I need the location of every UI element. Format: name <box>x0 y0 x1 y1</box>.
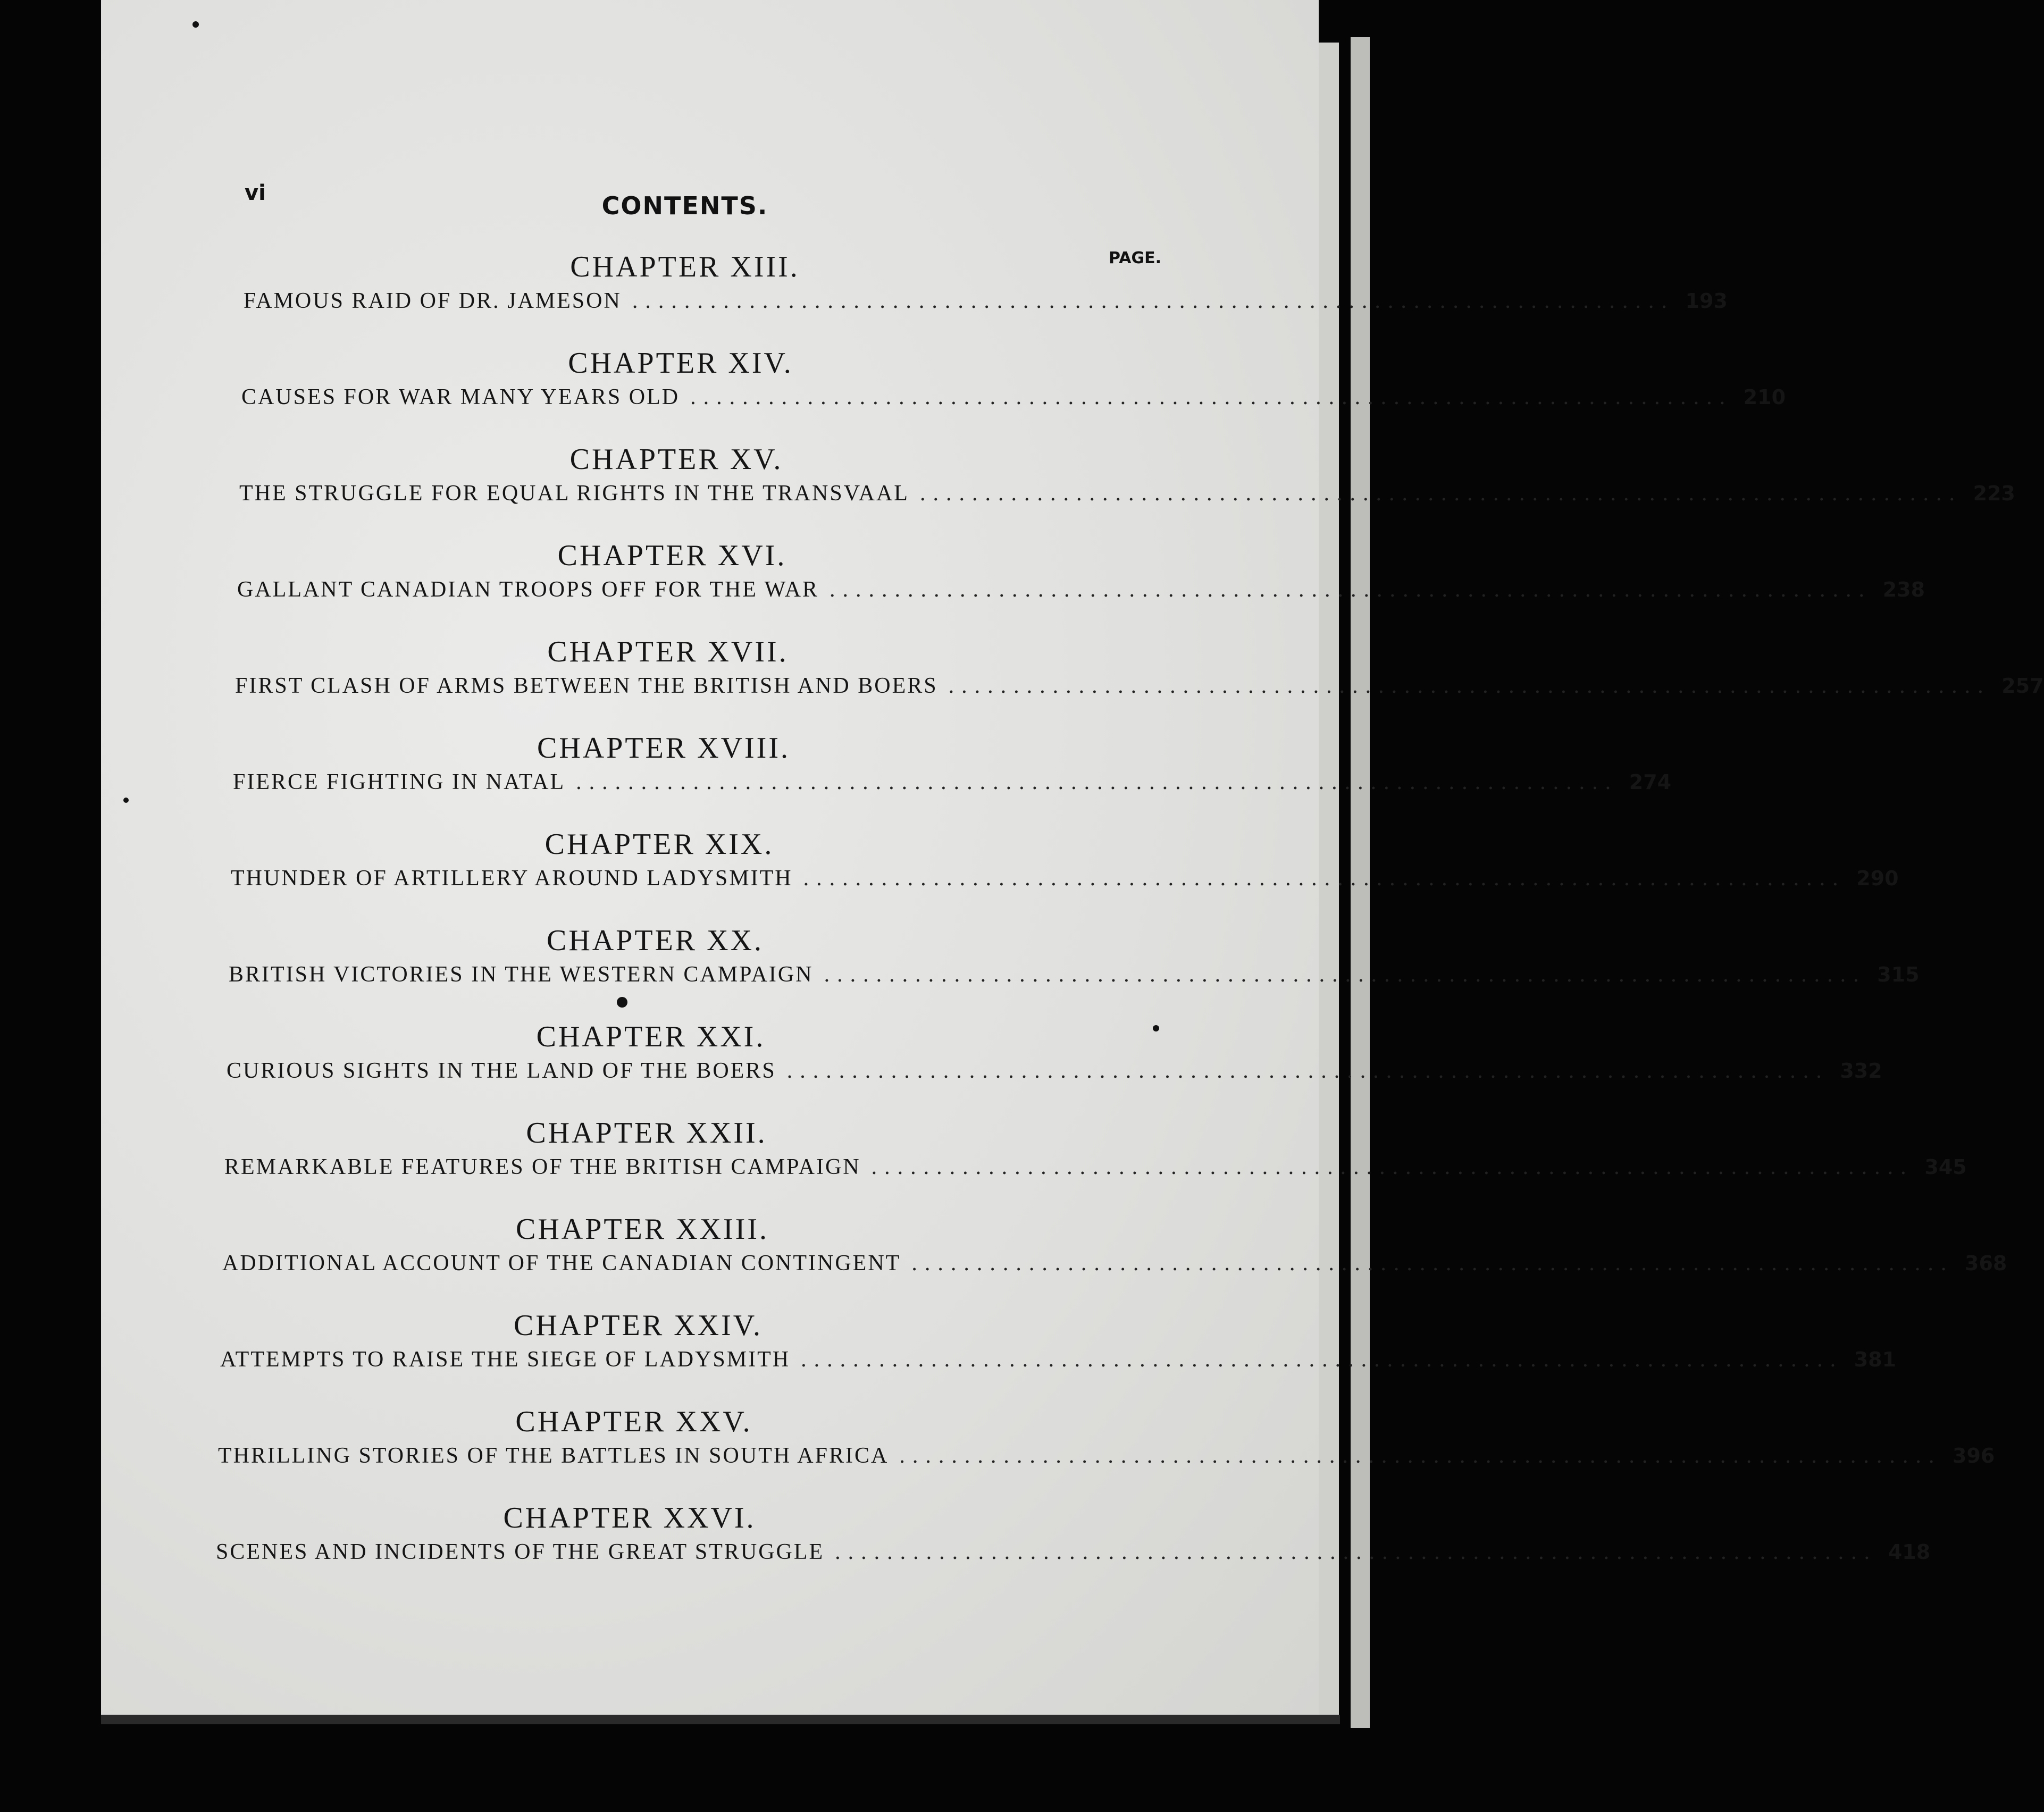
dot-leader: ................................................................................ <box>911 1251 1954 1276</box>
dot-leader: ................................................................................ <box>801 1347 1844 1372</box>
chapter-label: CHAPTER XXIII. <box>516 1213 769 1246</box>
chapter-label: CHAPTER XIII. <box>570 250 800 283</box>
dot-leader: ................................................................................ <box>786 1059 1829 1083</box>
chapter-page: 290 <box>1856 867 1899 890</box>
chapter-page: 381 <box>1854 1348 1897 1371</box>
dot-leader: ................................................................................ <box>919 481 1962 506</box>
chapter-title: REMARKABLE FEATURES OF THE BRITISH CAMPAIGN <box>224 1155 861 1179</box>
chapter-label: CHAPTER XXIV. <box>514 1309 763 1342</box>
print-speck <box>123 798 129 803</box>
chapter-page: 223 <box>1973 482 2015 505</box>
chapter-title: FAMOUS RAID OF DR. JAMESON <box>244 289 622 313</box>
chapter-page: 210 <box>1743 385 1786 409</box>
chapter-page: 238 <box>1882 578 1925 601</box>
chapter-page: 315 <box>1877 963 1920 986</box>
chapter-title: FIERCE FIGHTING IN NATAL <box>233 770 566 794</box>
toc-row <box>218 1443 1995 1475</box>
toc-row <box>244 288 1728 320</box>
chapter-title: SCENES AND INCIDENTS OF THE GREAT STRUGGLE <box>216 1540 825 1564</box>
dot-leader: ................................................................................ <box>824 962 1866 987</box>
chapter-title: THRILLING STORIES OF THE BATTLES IN SOUTH AFRICA <box>218 1444 889 1468</box>
chapter-page: 345 <box>1924 1155 1967 1179</box>
chapter-page: 274 <box>1629 770 1672 794</box>
chapter-page: 193 <box>1685 289 1728 313</box>
toc-row <box>241 384 1786 416</box>
chapter-page: 396 <box>1953 1444 1995 1467</box>
chapter-title: THE STRUGGLE FOR EQUAL RIGHTS IN THE TRANSVAAL <box>239 481 909 506</box>
toc-row <box>216 1539 1931 1571</box>
toc-row <box>231 866 1899 897</box>
chapter-label: CHAPTER XXII. <box>526 1117 767 1150</box>
print-speck <box>1153 1025 1159 1031</box>
chapter-title: THUNDER OF ARTILLERY AROUND LADYSMITH <box>231 866 793 891</box>
toc-row <box>227 1058 1882 1090</box>
dot-leader: ................................................................................ <box>871 1155 1914 1179</box>
chapter-label: CHAPTER XX. <box>546 924 764 957</box>
toc-row <box>229 962 1920 994</box>
toc-row <box>224 1154 1967 1186</box>
print-speck <box>192 21 199 28</box>
chapter-page: 257 <box>2001 674 2044 698</box>
chapter-title: CAUSES FOR WAR MANY YEARS OLD <box>241 385 680 409</box>
page-column-label: PAGE. <box>1109 249 1161 267</box>
chapter-page: 368 <box>1965 1252 2007 1275</box>
toc-row <box>239 481 2015 513</box>
dot-leader: ................................................................................ <box>632 289 1674 313</box>
dot-leader: ................................................................................ <box>830 577 1872 602</box>
chapter-title: ATTEMPTS TO RAISE THE SIEGE OF LADYSMITH <box>220 1347 791 1372</box>
chapter-title: ADDITIONAL ACCOUNT OF THE CANADIAN CONTINGENT <box>222 1251 901 1276</box>
contents-heading: CONTENTS. <box>601 191 768 220</box>
dot-leader: ................................................................................ <box>576 770 1619 794</box>
chapter-label: CHAPTER XVIII. <box>537 732 790 765</box>
chapter-title: GALLANT CANADIAN TROOPS OFF FOR THE WAR <box>237 577 819 602</box>
chapter-label: CHAPTER XIV. <box>568 347 793 380</box>
chapter-label: CHAPTER XVII. <box>547 635 789 668</box>
chapter-title: FIRST CLASH OF ARMS BETWEEN THE BRITISH AND BOERS <box>235 674 938 698</box>
toc-row <box>235 673 2044 705</box>
print-speck <box>617 997 627 1008</box>
dot-leader: ................................................................................ <box>690 385 1733 409</box>
chapter-label: CHAPTER XXI. <box>536 1020 766 1053</box>
chapter-title: CURIOUS SIGHTS IN THE LAND OF THE BOERS <box>227 1059 776 1083</box>
chapter-page: 332 <box>1840 1059 1882 1083</box>
chapter-label: CHAPTER XV. <box>569 443 783 476</box>
chapter-label: CHAPTER XXV. <box>515 1405 752 1438</box>
toc-row <box>237 577 1925 609</box>
chapter-label: CHAPTER XXVI. <box>503 1501 756 1534</box>
chapter-label: CHAPTER XIX. <box>544 828 774 861</box>
chapter-label: CHAPTER XVI. <box>557 539 787 572</box>
page-number: vi <box>245 181 266 205</box>
chapter-title: BRITISH VICTORIES IN THE WESTERN CAMPAIGN <box>229 962 814 987</box>
scan-bottom-band <box>101 1715 1340 1724</box>
dot-leader: ................................................................................ <box>835 1540 1878 1564</box>
dot-leader: ................................................................................ <box>948 674 1991 698</box>
dot-leader: ................................................................................ <box>899 1444 1942 1468</box>
toc-row <box>222 1251 2007 1282</box>
chapter-page: 418 <box>1888 1540 1931 1564</box>
toc-row <box>220 1347 1897 1379</box>
toc-row <box>233 769 1672 801</box>
dot-leader: ................................................................................ <box>803 866 1846 891</box>
